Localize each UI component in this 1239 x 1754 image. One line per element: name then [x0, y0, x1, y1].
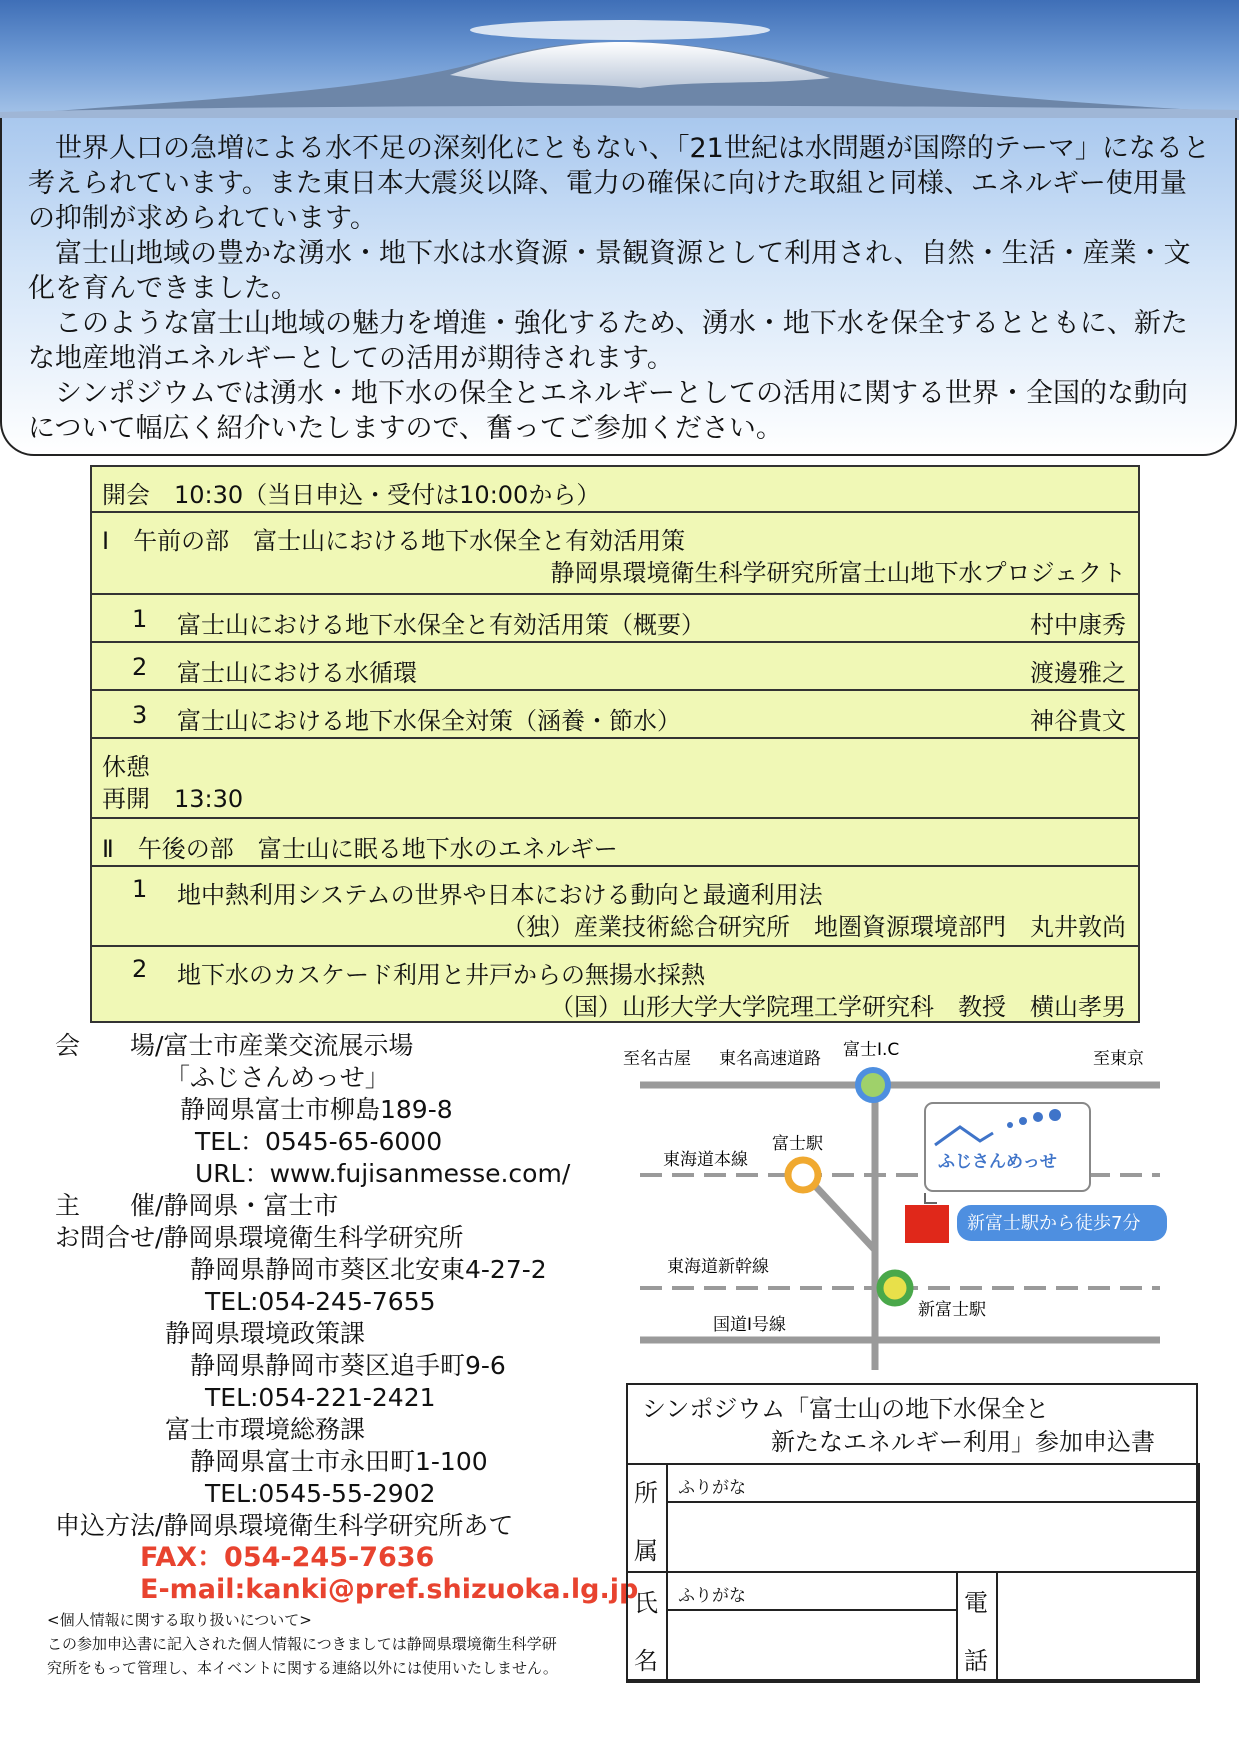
map-label: 新富士駅 [918, 1300, 986, 1320]
item-title: 富士山における地下水保全と有効活用策（概要） [177, 611, 705, 639]
affiliation-label-cell [626, 1463, 668, 1573]
morning-title: Ⅰ 午前の部 富士山における地下水保全と有効活用策 [102, 527, 686, 555]
intro-panel [0, 118, 1237, 456]
name-label-cell [626, 1571, 668, 1683]
item-number: 2 [132, 955, 148, 983]
item-title: 地中熱利用システムの世界や日本における動向と最適利用法 [177, 881, 823, 909]
name-field[interactable] [666, 1609, 958, 1683]
program-row [92, 643, 1138, 691]
item-title: 富士山における地下水保全対策（涵養・節水） [177, 707, 681, 735]
privacy-text: 究所をもって管理し、本イベントに関する連絡以外には使用いたしません。 [47, 1659, 558, 1677]
venue-logo-box [925, 1103, 1090, 1191]
tel-label: 話 [964, 1647, 988, 1675]
tel-label: 電 [964, 1589, 988, 1617]
map-label: 至東京 [1093, 1049, 1144, 1069]
venue-address: 静岡県富士市柳島189-8 [180, 1095, 453, 1124]
intro-paragraph-3: このような富士山地域の魅力を増進・強化するため、湧水・地下水を保全するとともに、新たな地産地消エネルギーとしての活用が期待されます。 [28, 308, 1188, 374]
fuji-ic-marker [858, 1070, 888, 1100]
map-label: 国道Ⅰ号線 [713, 1315, 787, 1335]
map-label: 富士駅 [772, 1134, 823, 1154]
contact-name: 静岡県環境政策課 [165, 1319, 366, 1348]
contact-tel: TEL:0545-55-2902 [205, 1479, 436, 1508]
program-morning-header [92, 513, 1138, 595]
program-afternoon-header [92, 819, 1138, 867]
affiliation-furigana-field[interactable] [666, 1463, 1200, 1503]
affiliation-field[interactable] [666, 1501, 1200, 1573]
contact-tel: TEL:054-245-7655 [205, 1287, 436, 1316]
affiliation-label: 属 [634, 1537, 658, 1565]
mountain-illustration [0, 0, 1239, 120]
host-label: 主 催/静岡県・富士市 [55, 1191, 339, 1220]
item-number: 1 [132, 605, 148, 633]
program-break-row [92, 739, 1138, 819]
program-row [92, 595, 1138, 643]
fuji-station-marker [788, 1160, 818, 1190]
program-row [92, 947, 1138, 1023]
item-number: 3 [132, 701, 148, 729]
hero-mountain-image [0, 0, 1239, 120]
program-row [92, 691, 1138, 739]
walk-badge-text: 新富士駅から徒歩7分 [967, 1213, 1141, 1234]
item-title: 地下水のカスケード利用と井戸からの無揚水採熱 [177, 961, 705, 989]
afternoon-title: Ⅱ 午後の部 富士山に眠る地下水のエネルギー [102, 835, 618, 863]
resume-text: 再開 13:30 [102, 785, 244, 813]
email-link[interactable]: E-mail:kanki@pref.shizuoka.lg.jp [140, 1574, 639, 1605]
form-title-line-1: シンポジウム「富士山の地下水保全と [642, 1395, 1050, 1423]
contact-address: 静岡県富士市永田町1-100 [190, 1447, 488, 1476]
item-speaker: （国）山形大学大学院理工学研究科 教授 横山孝男 [550, 993, 1126, 1021]
venue-logo-text: ふじさんめっせ [938, 1152, 1057, 1172]
furigana-label: ふりがな [678, 1586, 746, 1606]
map-label: 東海道新幹線 [667, 1257, 769, 1277]
contact-label: お問合せ/静岡県環境衛生科学研究所 [55, 1223, 464, 1252]
venue-url[interactable]: URL：www.fujisanmesse.com/ [195, 1159, 571, 1188]
map-label: 富士I.C [843, 1040, 900, 1060]
venue-name: 「ふじさんめっせ」 [165, 1063, 390, 1092]
affiliation-label: 所 [634, 1479, 658, 1507]
privacy-text: この参加申込書に記入された個人情報につきましては静岡県環境衛生科学研 [47, 1635, 557, 1653]
item-speaker: 村中康秀 [1030, 611, 1126, 639]
intro-paragraph-4: シンポジウムでは湧水・地下水の保全とエネルギーとしての活用に関する世界・全国的な動向について幅広く紹介いたしますので、奮ってご参加ください。 [28, 378, 1189, 444]
program-opening-row [92, 467, 1138, 513]
break-text: 休憩 [102, 753, 150, 781]
privacy-title: <個人情報に関する取り扱いについて> [47, 1611, 312, 1629]
venue-label: 会 場/富士市産業交流展示場 [55, 1031, 414, 1060]
contact-tel: TEL:054-221-2421 [205, 1383, 436, 1412]
item-speaker: （独）産業技術総合研究所 地圏資源環境部門 丸井敦尚 [502, 913, 1126, 941]
name-furigana-field[interactable] [666, 1571, 958, 1611]
application-form [626, 1383, 1198, 1681]
name-label: 名 [634, 1647, 658, 1675]
contact-address: 静岡県静岡市葵区追手町9-6 [190, 1351, 506, 1380]
item-number: 2 [132, 653, 148, 681]
contact-address: 静岡県静岡市葵区北安東4-27-2 [190, 1255, 547, 1284]
tel-field[interactable] [996, 1571, 1200, 1683]
item-title: 富士山における水循環 [177, 659, 417, 687]
opening-text: 開会 10:30（当日申込・受付は10:00から） [102, 481, 601, 509]
intro-paragraph-1: 世界人口の急増による水不足の深刻化にともない、「21世紀は水問題が国際的テーマ」になると考えられています。また東日本大震災以降、電力の確保に向けた取組と同様、エネルギー使用量の抑制が求められています。 [28, 133, 1210, 234]
contact-name: 富士市環境総務課 [165, 1415, 366, 1444]
map-label: 東海道本線 [663, 1150, 748, 1170]
program-row [92, 867, 1138, 947]
shinfuji-station-marker [880, 1273, 910, 1303]
name-label: 氏 [634, 1589, 658, 1617]
furigana-label: ふりがな [678, 1478, 746, 1498]
program-table [90, 465, 1140, 1023]
item-number: 1 [132, 875, 148, 903]
venue-marker [905, 1205, 949, 1243]
item-speaker: 神谷貴文 [1030, 707, 1126, 735]
item-speaker: 渡邊雅之 [1030, 659, 1126, 687]
map-label: 至名古屋 [623, 1049, 691, 1069]
apply-label: 申込方法/静岡県環境衛生科学研究所あて [55, 1511, 514, 1540]
morning-organizer: 静岡県環境衛生科学研究所富士山地下水プロジェクト [550, 559, 1126, 587]
access-map [615, 1035, 1175, 1375]
tel-label-cell [956, 1571, 998, 1683]
intro-paragraph-2: 富士山地域の豊かな湧水・地下水は水資源・景観資源として利用され、自然・生活・産業・文化を育んできました。 [28, 238, 1191, 304]
map-label: 東名高速道路 [719, 1049, 821, 1069]
venue-tel: TEL：0545-65-6000 [195, 1127, 443, 1156]
form-title-line-2: 新たなエネルギー利用」参加申込書 [771, 1428, 1155, 1456]
fax-number: FAX：054-245-7636 [140, 1542, 435, 1573]
